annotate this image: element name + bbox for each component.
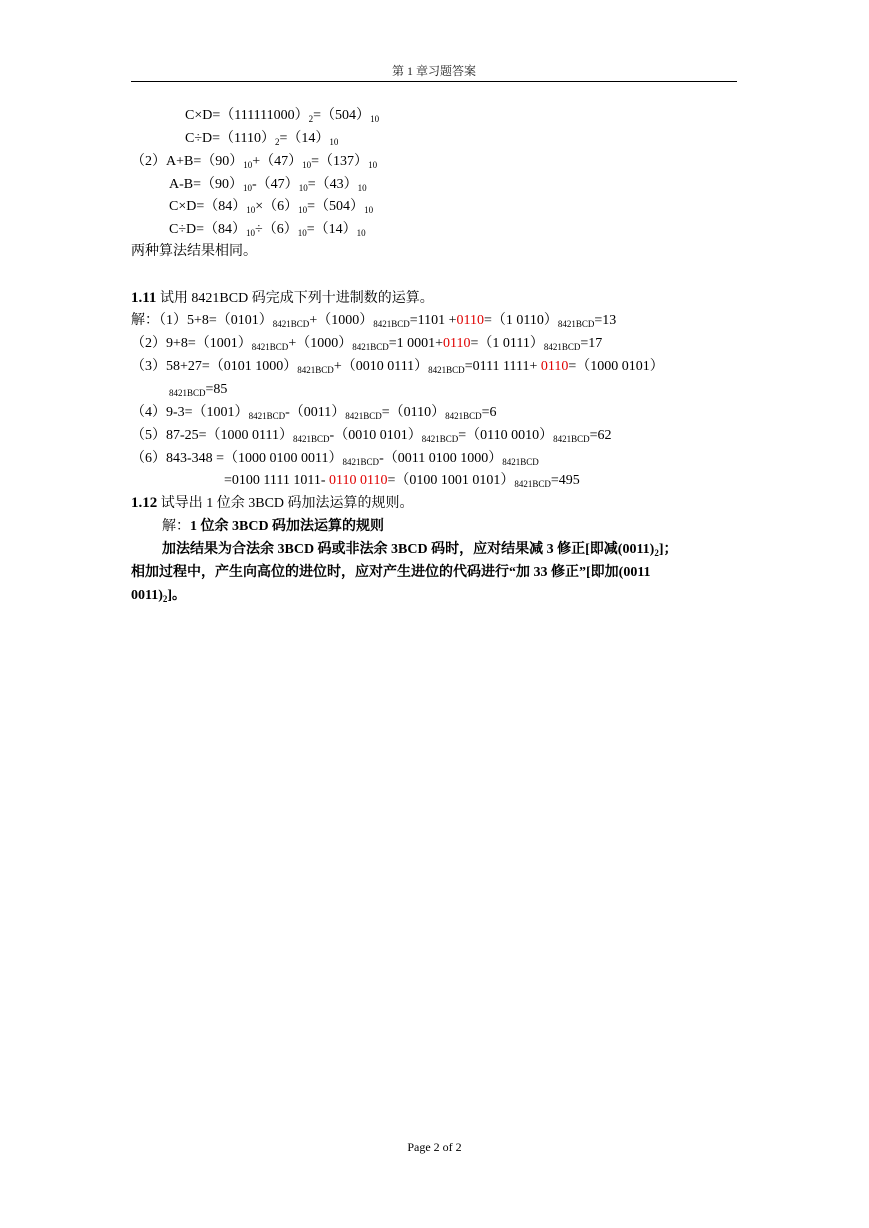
question-1-12: 1.12 试导出 1 位余 3BCD 码加法运算的规则。 [131, 495, 414, 511]
line-cdivd-binary: $C\div D=(1110)_2=(14)_{10}$ [185, 131, 339, 147]
page-header: 第 1 章习题答案 [391, 64, 476, 78]
line-cdivd-decimal: $C\div D=(84)_{10}\div(6)_{10}=(14)_{10}$ [169, 222, 366, 238]
answer-line-2: $(2)9+8=(1001)_{8421BCD}+(1000)_{8421BCD}=1$ 0001+0110=（1 $0111)_{8421BCD}=17$ [131, 336, 603, 352]
header-rule [131, 81, 737, 82]
answer-line-6: （6）843-348 =（1000 0100 $0011)_{8421BCD}-(0011$ 0100 $1000)_{8421BCD}$ [131, 451, 539, 467]
answer-line-3-cont: $_{8421BCD}$=85 [169, 382, 228, 398]
line-amb-decimal: $A-B=(90)_{10}-(47)_{10}=(43)_{10}$ [169, 177, 367, 193]
rule-line-3: $0011)_2$]。 [131, 588, 187, 604]
rule-line-1: 加法结果为合法余 3BCD 码或非法余 3BCD 码时，应对结果减 3 修正[即减$(0011)_2$]； [162, 542, 678, 558]
answer-line-4: $(4)9-3=(1001)_{8421BCD}-(0011)_{8421BCD}=(0110)_{8421BCD}=6$ [131, 405, 497, 421]
answer-line-3: （3）58+27=（0101 $1000)_{8421BCD}+(0010$ $0111)_{8421BCD}=0111$ 1111+ 0110=（1000 0101） [131, 359, 664, 375]
answer-line-6-cont: =0100 1111 1011- 0110 0110=（0100 1001 $0101)_{8421BCD}=495$ [224, 473, 580, 489]
conclusion-text: 两种算法结果相同。 [131, 244, 257, 259]
answer-line-1: 解：$(1)5+8=(0101)_{8421BCD}+(1000)_{8421BCD}=1101 +0110=(1$ $0110)_{8421BCD}=13$ [131, 313, 617, 329]
line-apb-decimal: $(2)A+B=(90)_{10}+(47)_{10}=(137)_{10}$ [131, 154, 378, 170]
solution-heading: 解：1 位余 3BCD 码加法运算的规则 [162, 519, 385, 534]
page-footer: Page 2 of 2 [407, 1140, 462, 1154]
rule-line-2: 相加过程中，产生向高位的进位时，应对产生进位的代码进行“加 33 修正”[即加(0011 [131, 565, 651, 580]
line-cxd-decimal: $C\times D=(84)_{10}\times(6)_{10}=(504)_{10}$ [169, 199, 374, 215]
question-1-11: 1.11 试用 8421BCD 码完成下列十进制数的运算。 [131, 290, 434, 306]
answer-line-5: （5）87-25=（1000 $0111)_{8421BCD}-(0010$ $0101)_{8421BCD}=(0110$ $0010)_{8421BCD}=62$ [131, 428, 612, 444]
line-cxd-binary: $C\times D=(111111000)_2=(504)_{10}$ [185, 108, 380, 124]
